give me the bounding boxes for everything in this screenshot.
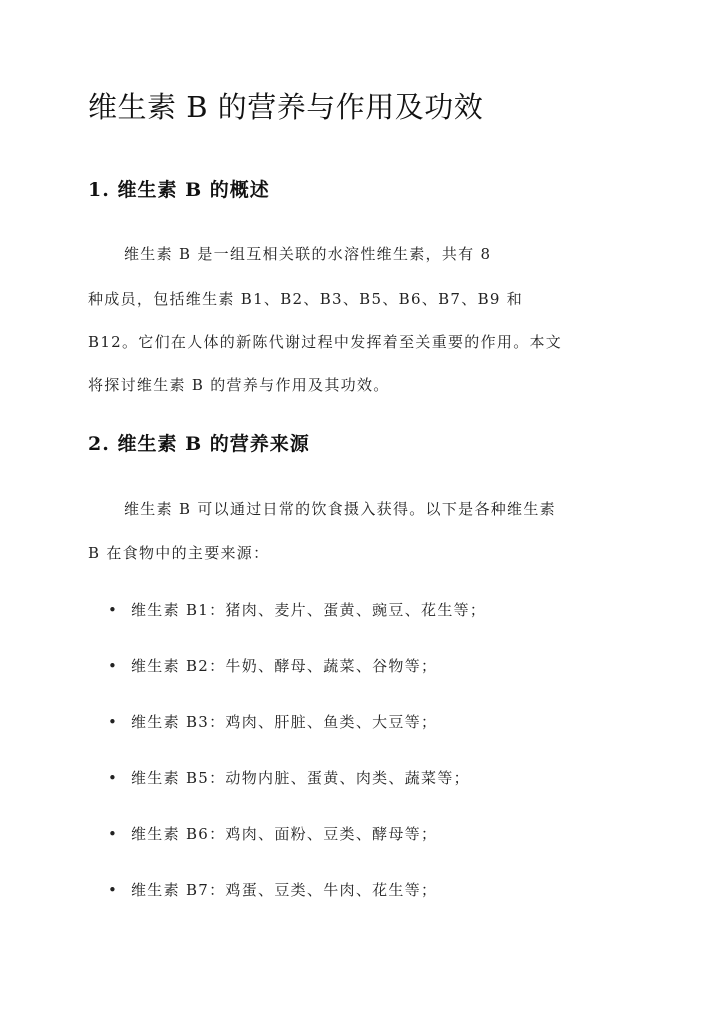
section-heading-sources: 2. 维生素 B 的营养来源 [88, 433, 310, 455]
document-title: 维生素 B 的营养与作用及功效 [88, 90, 484, 124]
overview-paragraph-line: 维生素 B 是一组互相关联的水溶性维生素，共有 8 [124, 245, 492, 263]
list-item-text: 维生素 B2：牛奶、酵母、蔬菜、谷物等； [131, 657, 438, 675]
list-item-text: 维生素 B1：猪肉、麦片、蛋黄、豌豆、花生等； [131, 601, 487, 619]
overview-paragraph-line: B12。它们在人体的新陈代谢过程中发挥着至关重要的作用。本文 [88, 333, 563, 351]
bullet-icon: • [108, 657, 119, 675]
sources-paragraph-line: B 在食物中的主要来源： [88, 544, 270, 562]
overview-paragraph-line: 种成员，包括维生素 B1、B2、B3、B5、B6、B7、B9 和 [88, 290, 524, 308]
list-item-text: 维生素 B3：鸡肉、肝脏、鱼类、大豆等； [131, 713, 438, 731]
overview-paragraph-line: 将探讨维生素 B 的营养与作用及其功效。 [88, 376, 390, 394]
list-item-text: 维生素 B7：鸡蛋、豆类、牛肉、花生等； [131, 881, 438, 899]
list-item-text: 维生素 B5：动物内脏、蛋黄、肉类、蔬菜等； [131, 769, 470, 787]
section-heading-overview: 1. 维生素 B 的概述 [88, 179, 270, 201]
bullet-icon: • [108, 881, 119, 899]
bullet-icon: • [108, 713, 119, 731]
bullet-icon: • [108, 825, 119, 843]
list-item-text: 维生素 B6：鸡肉、面粉、豆类、酵母等； [131, 825, 438, 843]
bullet-icon: • [108, 601, 119, 619]
sources-paragraph-line: 维生素 B 可以通过日常的饮食摄入获得。以下是各种维生素 [124, 500, 556, 518]
bullet-icon: • [108, 769, 119, 787]
